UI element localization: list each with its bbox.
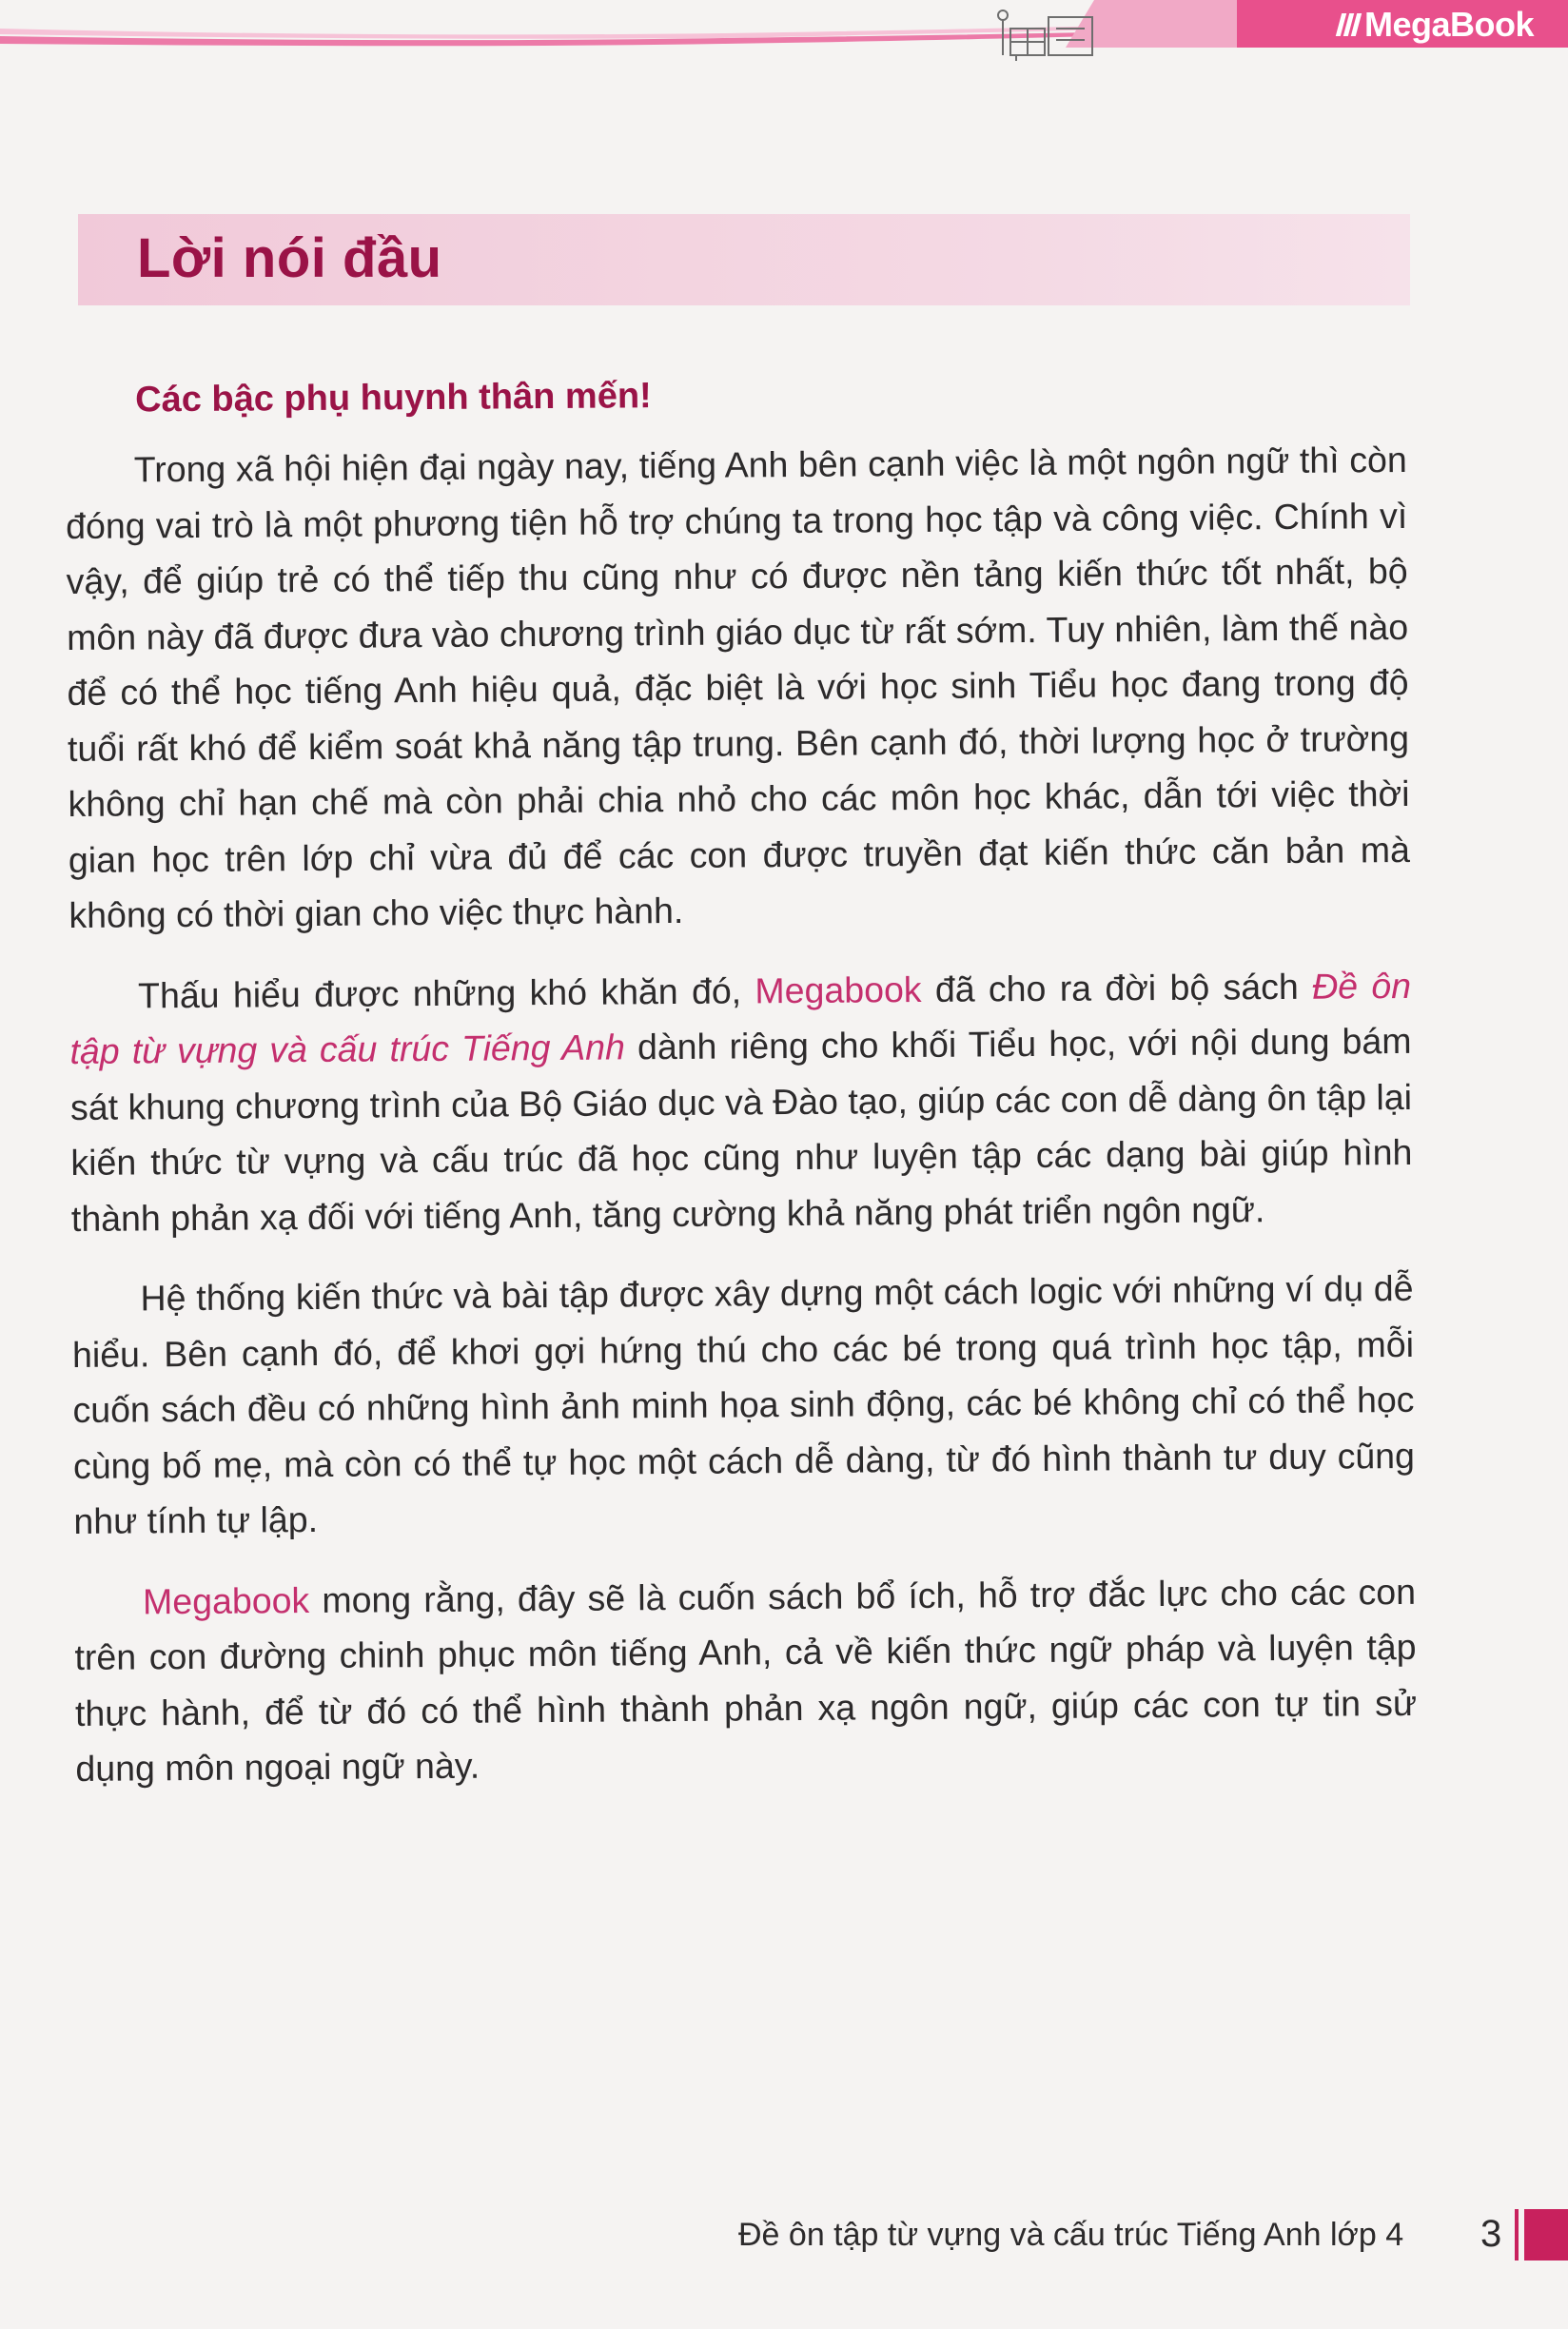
megabook-logo: [1339, 4, 1534, 46]
page-title: Lời nói đầu: [137, 227, 442, 289]
footer-book-title: Đề ôn tập từ vựng và cấu trúc Tiếng Anh lớp 4: [738, 2217, 1404, 2253]
preface-body: [65, 370, 1418, 1822]
logo-text: MegaBook: [1363, 5, 1534, 44]
book-series-title: Đề ôn tập từ vựng và cấu trúc Tiếng Anh: [69, 965, 1412, 1071]
footer-tab-line: [1515, 2209, 1519, 2260]
paragraph-2-middle: đã cho ra đời bộ sách: [921, 966, 1313, 1009]
paragraph-3: Hệ thống kiến thức và bài tập được xây dựng một cách logic với những ví dụ dễ hiểu. Bên cạnh đó, để khơi gợi hứng thú cho các bé trong quá trình học tập, mỗi cuốn sách đều có những hình ảnh minh họa sinh động, các bé không chỉ có thể học cùng bố mẹ, mà còn có thể tự học một cách dễ dàng, từ đó hình thành tư duy cũng như tính tự lập.: [71, 1267, 1416, 1541]
footer-tab: [1524, 2209, 1568, 2260]
salutation: Các bậc phụ huynh thân mến!: [134, 376, 652, 421]
page-number: 3: [1480, 2213, 1502, 2255]
brand-name: Megabook: [755, 969, 922, 1010]
paragraph-4-rest: mong rằng, đây sẽ là cuốn sách bổ ích, hỗ trợ đắc lực cho các con trên con đường chinh phục môn tiếng Anh, cả về kiến thức ngữ pháp và luyện tập thực hành, để từ đó có thể hình thành phản xạ ngôn ngữ, giúp các con tự tin sử dụng môn ngoại ngữ này.: [74, 1571, 1418, 1789]
header-band: [0, 0, 1568, 67]
paragraph-2-rest: dành riêng cho khối Tiểu học, với nội dung bám sát khung chương trình của Bộ Giáo dục và Đào tạo, giúp các con dễ dàng ôn tập lại kiến thức từ vựng và cấu trúc đã học cũng như luyện tập các dạng bài giúp hình thành phản xạ đối với tiếng Anh, tăng cường khả năng phát triển ngôn ngữ.: [69, 1020, 1413, 1239]
brand-name: Megabook: [142, 1579, 310, 1621]
paragraph-4: [74, 1563, 1418, 1796]
logo-bars-icon: [1336, 13, 1362, 36]
paragraph-2: [69, 957, 1413, 1246]
paragraph-1: Trong xã hội hiện đại ngày nay, tiếng Anh bên cạnh việc là một ngôn ngữ thì còn đóng vai trò là một phương tiện hỗ trợ chúng ta trong học tập và công việc. Chính vì vậy, để giúp trẻ có thể tiếp thu cũng như có được nền tảng kiến thức tốt nhất, bộ môn này đã được đưa vào chương trình giáo dục từ rất sớm. Tuy nhiên, làm thế nào để có thể học tiếng Anh hiệu quả, đặc biệt là với học sinh Tiểu học đang trong độ tuổi rất khó để kiểm soát khả năng tập trung. Bên cạnh đó, thời lượng học ở trường không chỉ hạn chế mà còn phải chia nhỏ cho các môn học khác, dẫn tới việc thời gian học trên lớp chỉ vừa đủ để các con được truyền đạt kiến thức căn bản mà không có thời gian cho việc thực hành.: [66, 439, 1411, 935]
paragraph-2-intro: Thấu hiểu được những khó khăn đó,: [137, 969, 755, 1015]
